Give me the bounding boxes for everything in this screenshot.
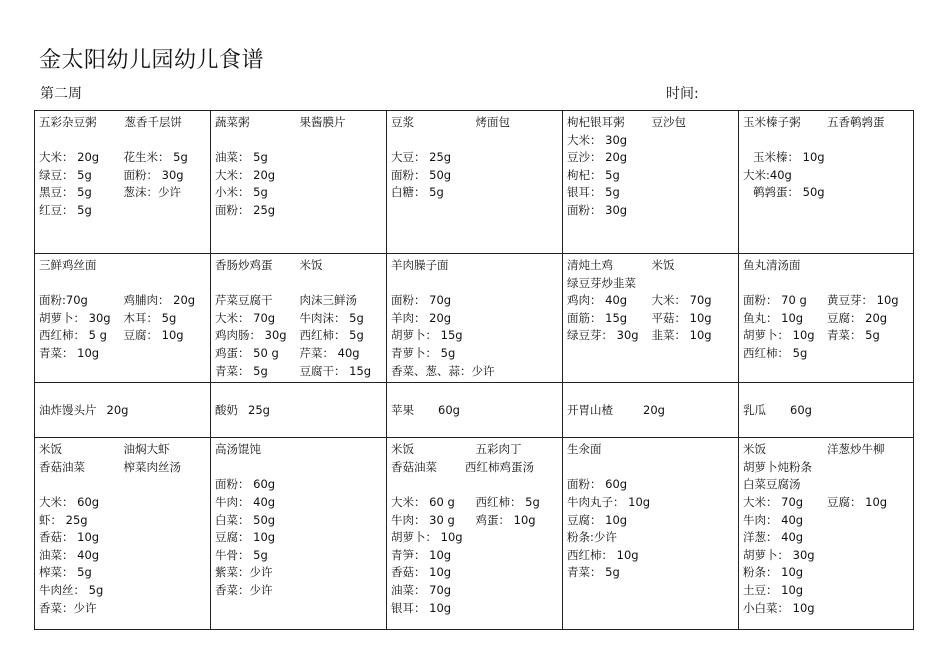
week-label: 第二周 [40,86,82,102]
menu-line: 面粉： 50g [391,167,452,182]
dish-item-right: 烤面包 [475,115,510,129]
menu-line-pair [391,114,560,132]
menu-line: 大米:40g [743,167,792,182]
menu-line: 油菜： 70g [391,582,452,597]
dish-item-right: 豆腐： 10g [827,494,888,509]
menu-line-pair [743,494,911,512]
page-title: 金太阳幼儿园幼儿食谱 [39,48,265,73]
dish-item: 面粉:70g [39,293,88,308]
time-label: 时间: [666,86,699,102]
menu-blank-line [743,132,911,150]
menu-line: 胡萝卜炖粉条 [743,459,812,474]
dish-item-right: 葱沫：少许 [123,185,181,200]
dish-item: 乳瓜 [743,402,766,417]
menu-cell [211,111,387,254]
menu-row-dinner [35,438,914,630]
dish-item: 西红柿： 5 g [39,328,107,343]
menu-cell [739,254,914,383]
dish-item: 米饭 [391,442,414,457]
menu-cell [35,438,211,630]
dish-item: 大米： 20g [39,150,100,165]
menu-blank-line [391,476,560,494]
dish-item-right: 豆腐： 10g [123,328,184,343]
menu-line: 白菜豆腐汤 [743,477,801,492]
menu-line-pair [39,441,208,459]
dish-item: 香菇油菜 [391,459,437,474]
menu-line-pair [215,292,384,310]
dish-item: 绿豆： 5g [39,167,92,182]
menu-line-pair [743,441,911,459]
menu-line: 粉条:少许 [567,530,617,545]
menu-line: 青萝卜： 5g [391,345,456,360]
menu-line-pair [39,184,208,202]
dish-item-right: 五彩肉丁 [475,442,522,457]
menu-row-breakfast [35,111,914,254]
menu-line: 白糖： 5g [391,185,444,200]
dish-item-right: 豆沙包 [651,115,686,129]
menu-line-pair [39,167,208,185]
menu-cell [211,254,387,383]
menu-line: 银耳： 5g [567,185,620,200]
menu-line-pair [215,257,384,275]
menu-blank-line [567,459,736,477]
dish-item-right: 大米： 70g [651,293,712,308]
menu-line-pair [743,310,911,328]
menu-line: 白菜： 50g [215,512,276,527]
menu-line: 土豆： 10g [743,582,804,597]
menu-line: 香菇： 10g [391,565,452,580]
menu-line: 豆沙： 20g [567,150,628,165]
dish-item: 油炸馒头片 [39,402,97,417]
menu-line: 三鲜鸡丝面 [39,258,97,272]
menu-line: 大米： 60g [39,494,100,509]
menu-line: 小白菜： 10g [743,600,815,615]
dish-item-right: 芹菜： 40g [299,345,360,360]
dish-item-right: 西红柿： 5g [299,328,364,343]
menu-line: 玉米榛： 10g [753,150,825,165]
dish-item-right: 20g [643,402,665,417]
dish-item-right: 榨菜肉丝汤 [123,459,181,474]
dish-item: 豆浆 [391,115,414,129]
dish-item: 酸奶 [215,402,238,417]
menu-cell [211,438,387,630]
dish-item-right: 肉沫三鲜汤 [299,293,357,308]
menu-line-pair [567,402,736,420]
menu-line-pair [391,441,560,459]
dish-item: 香肠炒鸡蛋 [215,258,273,272]
menu-line-pair [391,494,560,512]
menu-line-pair [743,292,911,310]
dish-item-right: 西红柿鸡蛋汤 [465,459,534,474]
menu-line-pair [215,363,384,381]
dish-item-right: 米饭 [299,258,323,272]
dish-item: 鱼丸： 10g [743,310,804,325]
menu-line-pair [567,114,736,132]
dish-item-right: 果酱膜片 [299,115,346,129]
menu-line-pair [567,257,736,275]
menu-line: 面粉： 60g [567,477,628,492]
menu-line-pair [743,402,911,420]
dish-item: 大米： 60 g [391,494,455,509]
menu-line: 胡萝卜： 10g [391,530,463,545]
dish-item: 五彩杂豆粥 [39,115,97,129]
dish-item-right: 韭菜： 10g [651,328,712,343]
menu-line: 生氽面 [567,442,602,457]
menu-cell [387,254,563,383]
menu-line-pair [743,114,911,132]
menu-line: 香菇： 10g [39,530,100,545]
dish-item: 米饭 [39,442,62,457]
menu-line: 洋葱： 40g [743,530,804,545]
menu-blank-line [215,132,384,150]
dish-item: 鸡肉肠： 30g [215,328,287,343]
dish-item-right: 油焖大虾 [123,442,170,457]
dish-item: 鸡肉： 40g [567,293,628,308]
menu-line: 鱼丸清汤面 [743,258,801,272]
menu-line: 牛肉丝： 5g [39,582,104,597]
menu-line: 西红柿： 10g [567,547,639,562]
dish-item-right: 面粉： 30g [123,167,184,182]
menu-line-pair [391,402,560,420]
menu-line-pair [743,327,911,345]
dish-item: 芹菜豆腐干 [215,293,273,308]
menu-line: 紫菜：少许 [215,565,273,580]
menu-blank-line [215,459,384,477]
menu-line: 大豆： 25g [391,150,452,165]
menu-line: 西红柿： 5g [743,345,808,360]
menu-line-pair [39,459,208,477]
menu-line: 榨菜： 5g [39,565,92,580]
dish-item-right: 60g [790,402,812,417]
menu-line: 大米： 30g [567,132,628,147]
dish-item-right: 花生米： 5g [123,150,188,165]
dish-item: 开胃山楂 [567,402,613,417]
menu-line: 红豆： 5g [39,202,92,217]
menu-cell [35,254,211,383]
menu-cell [211,383,387,438]
menu-line: 牛肉丸子： 10g [567,494,651,509]
menu-line: 豆腐： 10g [215,530,276,545]
dish-item-right: 牛肉沫： 5g [299,310,364,325]
menu-line: 枸杞： 5g [567,167,620,182]
menu-line: 虾： 25g [39,512,88,527]
menu-line: 面粉： 60g [215,477,276,492]
menu-line: 面粉： 25g [215,202,276,217]
menu-line: 面粉： 70g [391,293,452,308]
menu-line: 胡萝卜： 15g [391,328,463,343]
menu-line: 牛骨： 5g [215,547,268,562]
dish-item: 米饭 [743,442,766,457]
menu-cell [563,438,739,630]
menu-line: 羊肉臊子面 [391,258,449,272]
menu-line: 香菜、葱、蒜：少许 [391,363,495,378]
menu-line-pair [39,114,208,132]
menu-blank-line [743,275,911,293]
menu-line: 牛肉： 40g [743,512,804,527]
dish-item-right: 西红柿： 5g [475,494,540,509]
menu-cell [563,111,739,254]
menu-blank-line [391,275,560,293]
menu-cell [563,383,739,438]
menu-row-snack [35,383,914,438]
menu-line: 香菜：少许 [215,582,273,597]
dish-item-right: 豆腐： 20g [827,310,888,325]
menu-cell [563,254,739,383]
menu-row-second [35,254,914,383]
menu-line: 牛肉： 40g [215,494,276,509]
menu-blank-line [39,275,208,293]
menu-line: 豆腐： 10g [567,512,628,527]
menu-line: 鹌鹑蛋： 50g [753,185,825,200]
menu-line-pair [39,327,208,345]
dish-item-right: 20g [106,402,129,417]
menu-line: 羊肉： 20g [391,310,452,325]
menu-line-pair [391,512,560,530]
menu-line-pair [215,402,384,420]
menu-line: 油菜： 40g [39,547,100,562]
dish-item-right: 豆腐干： 15g [299,363,372,378]
dish-item: 黑豆： 5g [39,185,92,200]
menu-blank-line [215,275,384,293]
dish-item: 青菜： 5g [215,363,268,378]
menu-table [34,110,914,630]
menu-line: 高汤馄饨 [215,442,261,457]
dish-item-right: 青菜： 5g [827,328,880,343]
menu-line-pair [567,292,736,310]
dish-item: 牛肉： 30 g [391,512,455,527]
menu-line: 绿豆芽炒韭菜 [567,275,636,290]
dish-item: 胡萝卜： 30g [39,310,111,325]
dish-item: 胡萝卜： 10g [743,328,815,343]
menu-line-pair [39,292,208,310]
dish-item: 玉米榛子粥 [743,115,801,129]
dish-item-right: 平菇： 10g [651,310,712,325]
dish-item: 面筋： 15g [567,310,628,325]
menu-line-pair [39,402,208,420]
menu-line: 胡萝卜： 30g [743,547,815,562]
menu-line: 油菜： 5g [215,150,268,165]
menu-line: 青菜： 10g [39,345,100,360]
dish-item-right: 鸡蛋： 10g [475,512,536,527]
menu-blank-line [39,476,208,494]
menu-line-pair [215,345,384,363]
menu-blank-line [391,132,560,150]
dish-item-right: 木耳： 5g [123,310,177,325]
dish-item: 面粉： 70 g [743,293,807,308]
menu-cell [739,111,914,254]
menu-cell [739,383,914,438]
menu-line: 粉条： 10g [743,565,804,580]
dish-item: 香菇油菜 [39,459,85,474]
menu-cell [35,111,211,254]
dish-item-right: 洋葱炒牛柳 [827,442,885,457]
menu-line: 香菜：少许 [39,600,97,615]
dish-item: 鸡蛋： 50 g [215,345,279,360]
menu-line-pair [215,310,384,328]
menu-line-pair [567,310,736,328]
dish-item-right: 米饭 [651,258,675,272]
menu-line: 银耳： 10g [391,600,452,615]
menu-line: 青菜： 5g [567,565,620,580]
dish-item: 枸杞银耳粥 [567,115,625,129]
dish-item: 大米： 70g [215,310,276,325]
menu-line-pair [215,327,384,345]
menu-line-pair [39,149,208,167]
dish-item: 绿豆芽： 30g [567,328,639,343]
dish-item-right: 60g [438,402,460,417]
dish-item: 大米： 70g [743,494,804,509]
dish-item-right: 黄豆芽： 10g [827,293,899,308]
menu-cell [387,111,563,254]
menu-cell [739,438,914,630]
menu-line: 面粉： 30g [567,202,628,217]
dish-item: 蔬菜粥 [215,115,250,129]
menu-cell [387,383,563,438]
menu-line: 大米： 20g [215,167,276,182]
menu-line-pair [215,114,384,132]
menu-line-pair [391,459,560,477]
menu-line: 青笋： 10g [391,547,452,562]
menu-line: 小米： 5g [215,185,268,200]
menu-cell [35,383,211,438]
menu-line-pair [39,310,208,328]
dish-item-right: 鸡脯肉： 20g [123,293,196,308]
dish-item: 苹果 [391,402,414,417]
menu-line-pair [567,327,736,345]
dish-item: 清炖土鸡 [567,258,613,272]
dish-item-right: 五香鹌鹑蛋 [827,115,885,129]
menu-cell [387,438,563,630]
dish-item-right: 葱香千层饼 [124,115,182,129]
dish-item-right: 25g [248,402,270,417]
menu-blank-line [39,132,208,150]
